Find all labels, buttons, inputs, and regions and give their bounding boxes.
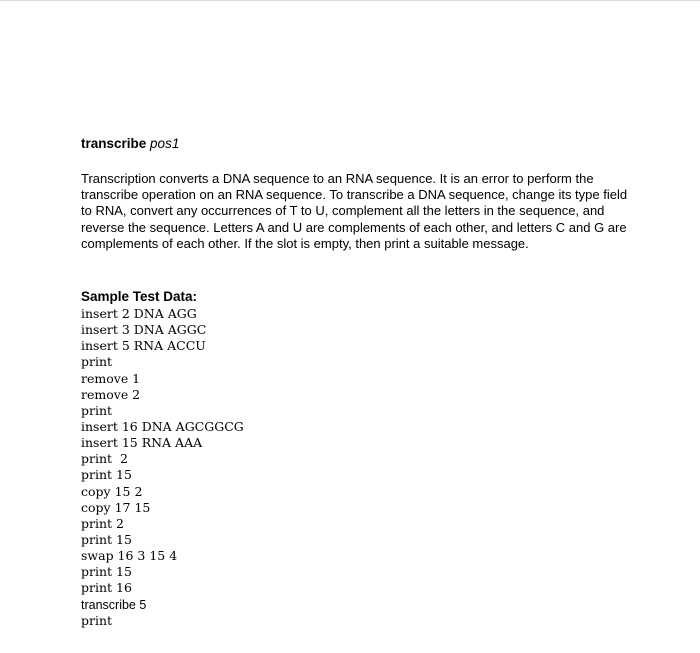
- sample-line: insert 5 RNA ACCU: [81, 338, 206, 354]
- sample-line: copy 15 2: [81, 483, 143, 499]
- sample-line: remove 2: [81, 386, 141, 402]
- command-name: transcribe: [81, 136, 147, 151]
- sample-line: print 15: [81, 564, 132, 580]
- sample-line: insert 3 DNA AGGC: [81, 322, 207, 338]
- sample-data-title: Sample Test Data:: [81, 289, 198, 305]
- document-page: [81, 135, 641, 629]
- top-divider: [0, 0, 700, 1]
- sample-data-list: [81, 306, 641, 629]
- sample-line: transcribe 5: [81, 597, 147, 612]
- sample-line: remove 1: [81, 370, 141, 386]
- command-argument: pos1: [150, 136, 180, 151]
- sample-line: print 15: [81, 531, 132, 547]
- sample-line: insert 16 DNA AGCGGCG: [81, 419, 244, 434]
- sample-line: print 2: [81, 515, 124, 531]
- sample-line: print 16: [81, 580, 132, 596]
- sample-line: print: [81, 612, 113, 628]
- sample-line: insert 2 DNA AGG: [81, 306, 197, 322]
- command-description: Transcription converts a DNA sequence to an RNA sequence. It is an error to perform the transcribe operation on an RNA sequence. To transcribe a DNA sequence, change its type field to RNA, convert any occurrences of T to U, complement all the letters in the sequence, and reverse the sequence. Letters A and U are complements of each other, and letters C and G are complements of each other. If the slot is empty, then print a suitable message.: [81, 171, 628, 251]
- sample-line: print 15: [81, 467, 132, 483]
- sample-line: insert 15 RNA AAA: [81, 435, 203, 451]
- sample-line: print 2: [81, 451, 128, 467]
- sample-line: copy 17 15: [81, 499, 151, 515]
- sample-line: print: [81, 402, 113, 418]
- sample-line: swap 16 3 15 4: [81, 548, 178, 564]
- sample-line: print: [81, 354, 113, 370]
- command-heading: [81, 135, 641, 153]
